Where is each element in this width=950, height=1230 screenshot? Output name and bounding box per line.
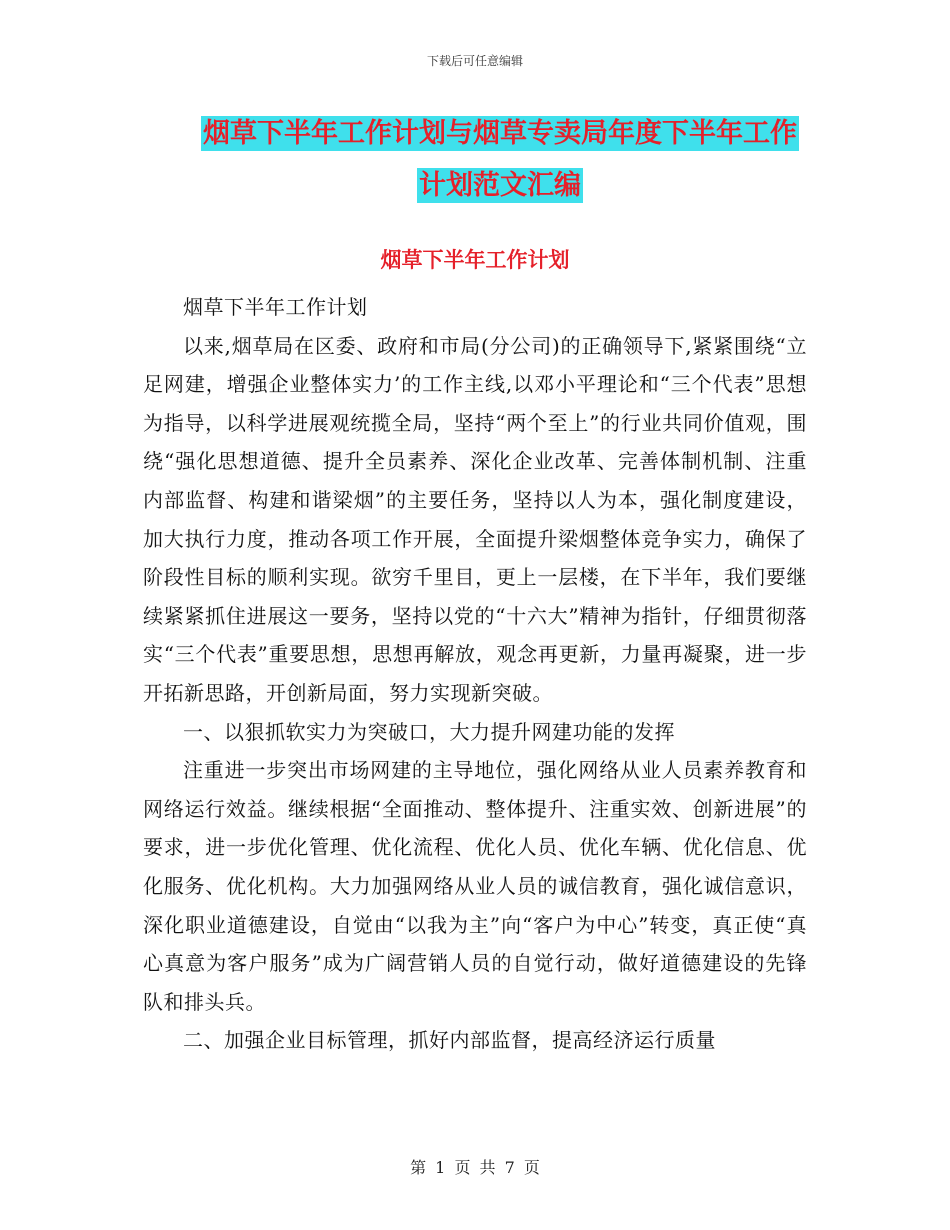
page-number-footer: 第 1 页 共 7 页 <box>410 1158 540 1177</box>
document-body <box>143 288 807 1060</box>
paragraph-section-one: 注重进一步突出市场网建的主导地位，强化网络从业人员素养教育和网络运行效益。继续根据“全面推动、整体提升、注重实效、创新进展”的要求，进一步优化管理、优化流程、优化人员、优化车辆、优化信息、优化服务、优化机构。大力加强网络从业人员的诚信教育，强化诚信意识，深化职业道德建设，自觉由“以我为主”向“客户为中心”转变，真正使“真心真意为客户服务”成为广阔营销人员的自觉行动，做好道德建设的先锋队和排头兵。 <box>143 758 807 1014</box>
paragraph-heading-two: 二、加强企业目标管理，抓好内部监督，提高经济运行质量 <box>183 1028 716 1053</box>
paragraph-heading-one: 一、以狠抓软实力为突破口，大力提升网建功能的发挥 <box>183 719 675 744</box>
document-title-text: 烟草下半年工作计划与烟草专卖局年度下半年工作计划范文汇编 <box>203 118 797 201</box>
paragraph-intro: 以来,烟草局在区委、政府和市局(分公司)的正确领导下,紧紧围绕“立足网建，增强企业整体实力’的工作主线,以邓小平理论和“三个代表”思想为指导，以科学进展观统揽全局，坚持“两个至上”的行业共同价值观，围绕“强化思想道德、提升全员素养、深化企业改革、完善体制机制、注重内部监督、构建和谐梁烟”的主要任务，坚持以人为本，强化制度建设，加大执行力度，推动各项工作开展，全面提升梁烟整体竞争实力，确保了阶段性目标的顺利实现。欲穷千里目，更上一层楼，在下半年，我们要继续紧紧抓住进展这一要务，坚持以党的“十六大”精神为指针，仔细贯彻落实“三个代表”重要思想，思想再解放，观念再更新，力量再凝聚，进一步开拓新思路，开创新局面，努力实现新突破。 <box>143 333 807 705</box>
page-header-note: 下载后可任意编辑 <box>426 54 523 68</box>
document-title <box>190 108 810 212</box>
section-heading: 烟草下半年工作计划 <box>380 248 570 272</box>
paragraph-subtitle: 烟草下半年工作计划 <box>183 295 368 319</box>
